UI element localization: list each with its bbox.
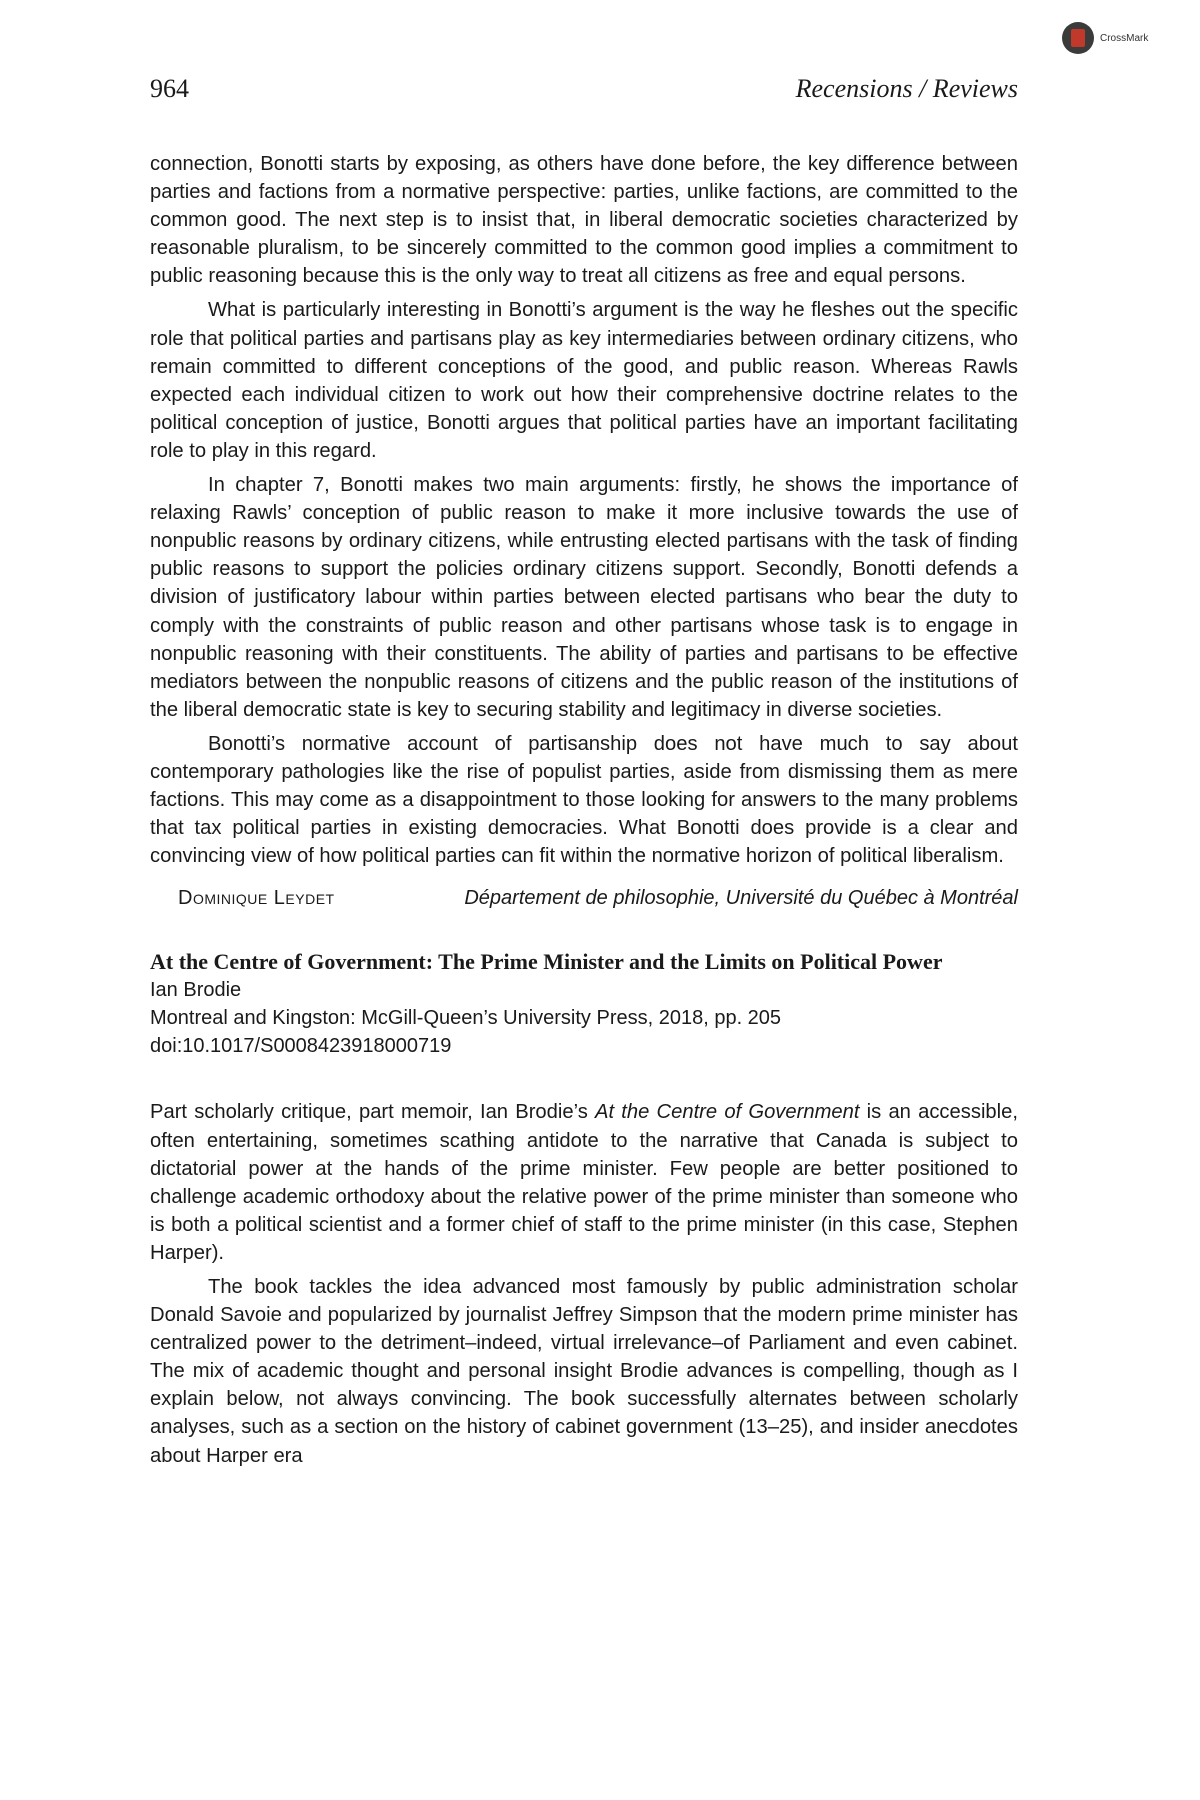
book-publisher: Montreal and Kingston: McGill-Queen’s University Press, 2018, pp. 205 <box>150 1007 782 1030</box>
book-doi[interactable]: doi:10.1017/S0008423918000719 <box>150 1035 452 1058</box>
book-citation <box>150 948 1018 1060</box>
page-header <box>150 74 1018 104</box>
review-text: Part scholarly critique, part memoir, Ian Brodie’s <box>150 1101 595 1124</box>
book-title: At the Centre of Government: The Prime Minister and the Limits on Political Power <box>150 949 943 975</box>
page-number: 964 <box>150 74 189 103</box>
paragraph: In chapter 7, Bonotti makes two main arguments: firstly, he shows the importance of relaxing Rawls’ conception of public reason to make it more inclusive towards the use of nonpublic reasons by ordinary citizens, while entrusting elected partisans with the task of finding public reasons to support the policies ordinary citizens support. Secondly, Bonotti defends a division of justificatory labour within parties between elected partisans who bear the duty to comply with the constraints of public reason and other partisans whose task is to engage in nonpublic reasoning with their constituents. The ability of parties and partisans to be effective mediators between the nonpublic reasons of citizens and the public reason of the institutions of the liberal democratic state is key to securing stability and legitimacy in diverse societies. <box>150 474 1018 721</box>
crossmark-icon <box>1062 22 1094 54</box>
reviewer-name: Dominique Leydet <box>178 887 335 910</box>
review-text: is an accessible, often entertaining, sometimes scathing antidote to the narrative that Canada is subject to dictatorial power at the hands of the prime minister. Few people are better positioned to challenge academic orthodoxy about the relative power of the prime minister than someone who is both a political scientist and a former chief of staff to the prime minister (in this case, Stephen Harper). <box>150 1101 1018 1264</box>
paragraph: What is particularly interesting in Bonotti’s argument is the way he fleshes out the specific role that political parties and partisans play as key intermediaries between ordinary citizens, who remain committed to different conceptions of the good, and public reason. Whereas Rawls expected each individual citizen to work out how their comprehensive doctrine relates to the political conception of justice, Bonotti argues that political parties have an important facilitating role to play in this regard. <box>150 299 1018 462</box>
paragraph: The book tackles the idea advanced most famously by public administration scholar Donald Savoie and popularized by journalist Jeffrey Simpson that the modern prime minister has centralized power to the detriment–indeed, virtual irrelevance–of Parliament and even cabinet. The mix of academic thought and personal insight Brodie advances is compelling, though as I explain below, not always convincing. The book successfully alternates between scholarly analyses, such as a section on the history of cabinet government (13–25), and insider anecdotes about Harper era <box>150 1276 1018 1467</box>
crossmark-badge[interactable] <box>1062 22 1148 54</box>
paragraph: Bonotti’s normative account of partisanship does not have much to say about contemporary pathologies like the rise of populist parties, aside from dismissing them as mere factions. This may come as a disappointment to those looking for answers to the many problems that tax political parties in existing democracies. What Bonotti does provide is a clear and convincing view of how political parties can fit within the normative horizon of political liberalism. <box>150 732 1018 868</box>
reviewer-affiliation: Département de philosophie, Université du Québec à Montréal <box>464 887 1018 910</box>
book-author: Ian Brodie <box>150 979 242 1002</box>
page-body <box>150 150 1018 1476</box>
paragraph <box>150 1098 1018 1267</box>
review-signature <box>150 884 1018 912</box>
paragraph: connection, Bonotti starts by exposing, as others have done before, the key difference between parties and factions from a normative perspective: parties, unlike factions, are committed to the common good. The next step is to insist that, in liberal democratic societies characterized by reasonable pluralism, to be sincerely committed to the common good implies a commitment to public reasoning because this is the only way to treat all citizens as free and equal persons. <box>150 153 1018 288</box>
running-title: Recensions / Reviews <box>795 74 1018 103</box>
crossmark-label: CrossMark <box>1100 32 1149 44</box>
book-title-italic: At the Centre of Government <box>595 1101 860 1124</box>
